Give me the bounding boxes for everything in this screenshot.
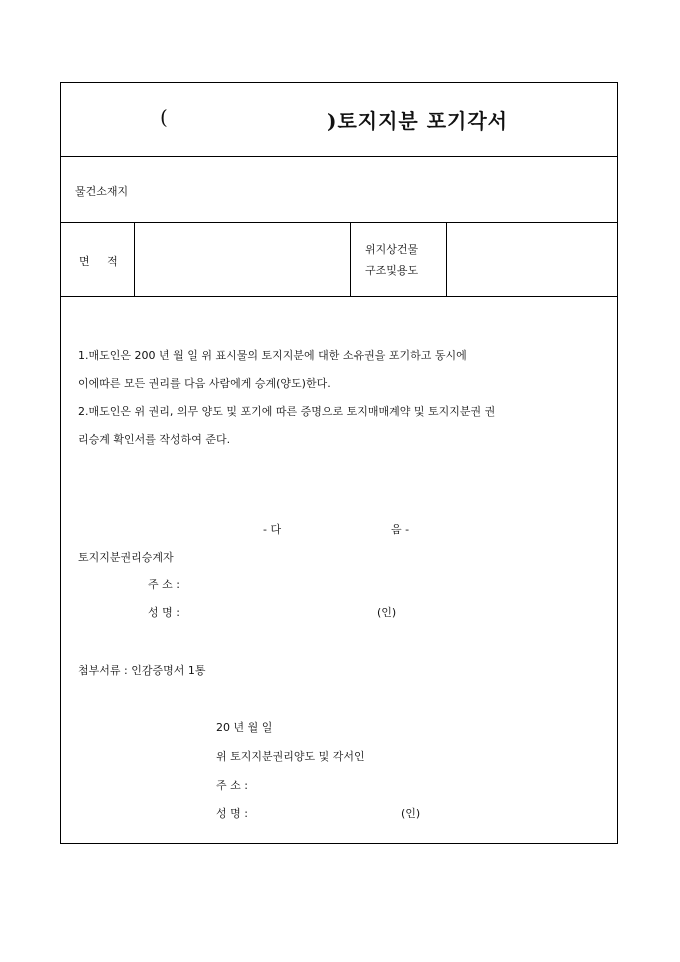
structure-divider-right [446, 223, 447, 296]
signing-date: 20 년 월 일 [216, 721, 273, 734]
signer-seal: (인) [401, 807, 421, 820]
attachment-note: 첨부서류 : 인감증명서 1통 [78, 664, 206, 677]
building-structure-line1: 위지상건물 [365, 243, 419, 256]
area-label: 면 적 [79, 255, 125, 268]
property-location-row [61, 157, 617, 223]
title-row [61, 83, 617, 157]
clause-1-line-1: 1.매도인은 200 년 월 일 위 표시물의 토지지분에 대한 소유권을 포기하고 동시에 [78, 349, 467, 362]
building-structure-label [365, 239, 418, 281]
successor-seal: (인) [377, 606, 397, 619]
clause-2-line-2: 리승계 확인서를 작성하여 준다. [78, 433, 231, 446]
clause-2-line-1: 2.매도인은 위 권리, 의무 양도 및 포기에 따른 증명으로 토지매매계약 및 토지지분권 권 [78, 405, 496, 418]
signer-heading: 위 토지지분권리양도 및 각서인 [216, 750, 365, 763]
property-location-label: 물건소재지 [75, 185, 129, 198]
waiver-form [60, 82, 618, 844]
successor-heading: 토지지분권리승계자 [78, 551, 174, 564]
successor-address-label: 주 소 : [148, 578, 180, 591]
signer-address-label: 주 소 : [216, 779, 248, 792]
signer-name-label: 성 명 : [216, 807, 248, 820]
clause-1-line-2: 이에따른 모든 권리를 다음 사람에게 승계(양도)한다. [78, 377, 331, 390]
title-paren-open: ( [160, 105, 168, 129]
area-divider [134, 223, 135, 296]
successor-name-label: 성 명 : [148, 606, 180, 619]
page-title: )토지지분 포기각서 [327, 109, 508, 133]
note-heading-left: - 다 [263, 523, 282, 536]
area-row [61, 223, 617, 297]
building-structure-line2: 구조및용도 [365, 264, 419, 277]
structure-divider-left [350, 223, 351, 296]
note-heading-right: 음 - [391, 523, 410, 536]
